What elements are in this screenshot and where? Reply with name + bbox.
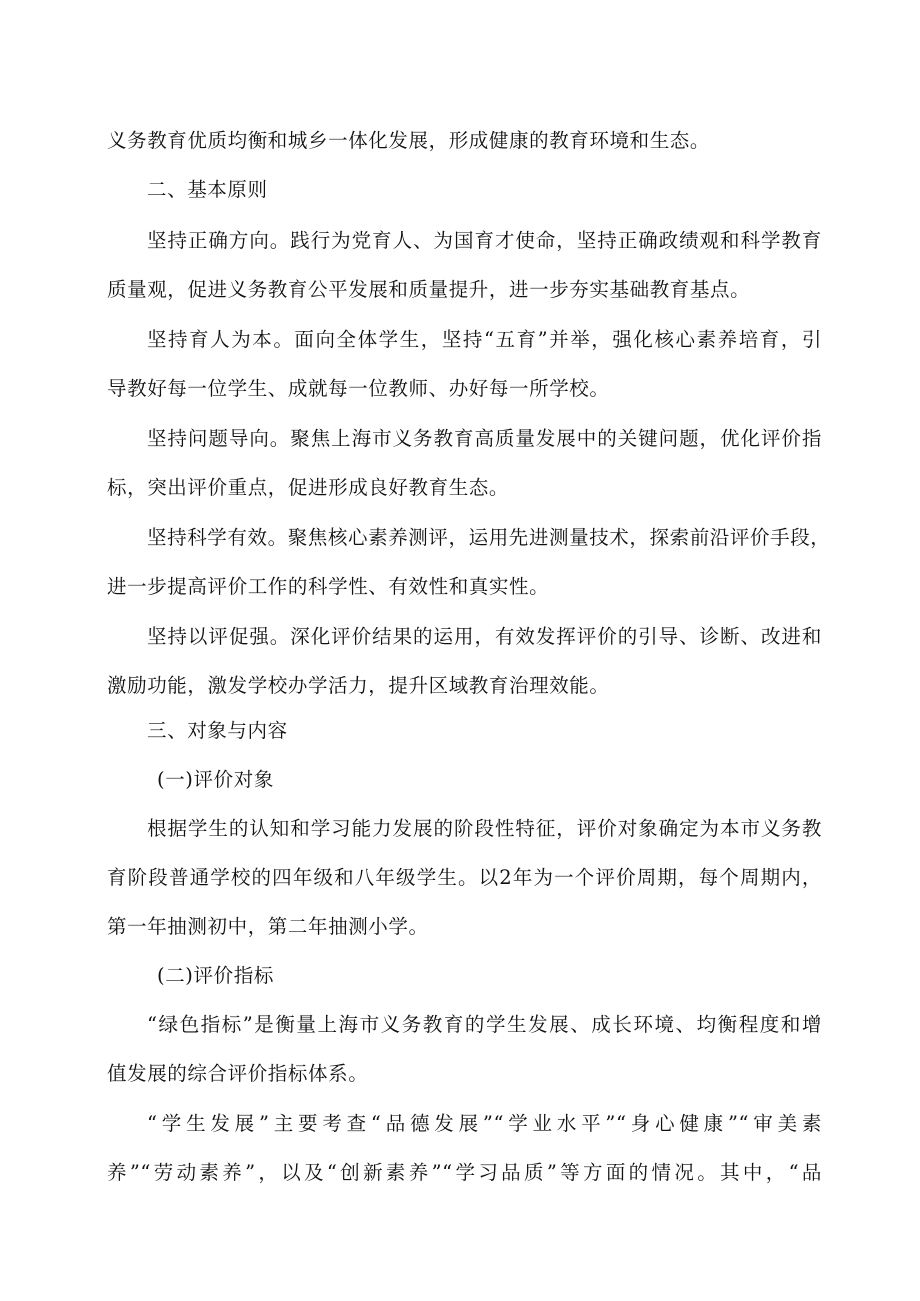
section-heading: 二、基本原则 xyxy=(147,178,268,201)
paragraph-line: 坚持科学有效。聚焦核心素养测评，运用先进测量技术，探索前沿评价手段， xyxy=(147,526,831,549)
subsection-heading: (一)评价对象 xyxy=(157,768,274,791)
paragraph-line: 坚持以评促强。深化评价结果的运用，有效发挥评价的引导、诊断、改进和 xyxy=(147,625,822,648)
section-heading: 三、对象与内容 xyxy=(147,719,288,742)
paragraph-line: 坚持正确方向。践行为党育人、为国育才使命，坚持正确政绩观和科学教育 xyxy=(147,229,822,252)
paragraph-line: 根据学生的认知和学习能力发展的阶段性特征，评价对象确定为本市义务教 xyxy=(147,817,822,840)
paragraph-line: 值发展的综合评价指标体系。 xyxy=(107,1062,369,1085)
paragraph-line: 标，突出评价重点，促进形成良好教育生态。 xyxy=(107,476,510,499)
paragraph-line: 养”“劳动素养”，以及“创新素养”“学习品质”等方面的情况。其中，“品 xyxy=(107,1161,822,1184)
subsection-heading: (二)评价指标 xyxy=(157,964,274,987)
paragraph-line: “学生发展”主要考查“品德发展”“学业水平”“身心健康”“审美素 xyxy=(147,1112,822,1135)
paragraph-line: 进一步提高评价工作的科学性、有效性和真实性。 xyxy=(107,575,550,598)
paragraph-line: “绿色指标”是衡量上海市义务教育的学生发展、成长环境、均衡程度和增 xyxy=(147,1013,822,1036)
paragraph-line: 导教好每一位学生、成就每一位教师、办好每一所学校。 xyxy=(107,377,610,400)
paragraph-line: 育阶段普通学校的四年级和八年级学生。以2年为一个评价周期，每个周期内， xyxy=(107,866,822,889)
paragraph-line: 激励功能，激发学校办学活力，提升区域教育治理效能。 xyxy=(107,674,610,697)
paragraph-line: 第一年抽测初中，第二年抽测小学。 xyxy=(107,915,429,938)
paragraph-line: 质量观，促进义务教育公平发展和质量提升，进一步夯实基础教育基点。 xyxy=(107,278,751,301)
paragraph-line: 坚持育人为本。面向全体学生，坚持“五育”并举，强化核心素养培育，引 xyxy=(147,328,822,351)
paragraph-line: 坚持问题导向。聚焦上海市义务教育高质量发展中的关键问题，优化评价指 xyxy=(147,427,822,450)
paragraph-line: 义务教育优质均衡和城乡一体化发展，形成健康的教育环境和生态。 xyxy=(107,129,711,152)
